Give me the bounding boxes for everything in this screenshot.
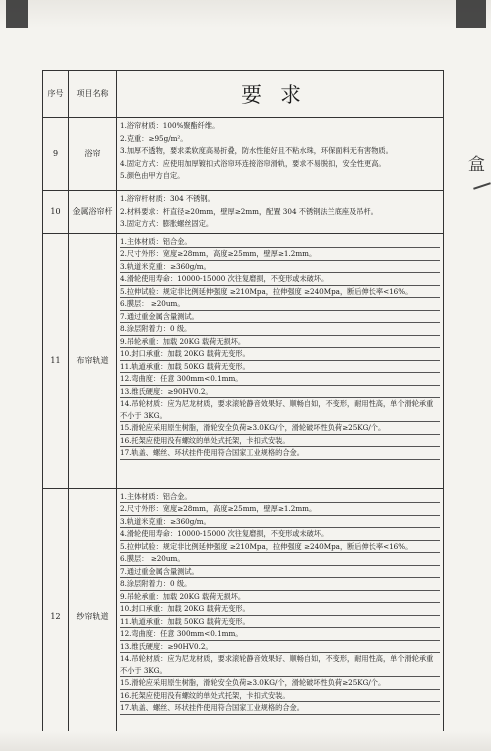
row-requirements: [117, 233, 444, 488]
table-row: [43, 488, 444, 746]
margin-stroke: [473, 182, 491, 189]
requirement-line: 6.膜层： ≥20um。: [120, 553, 440, 566]
requirement-line: 17.轨盖、螺丝、环状挂件使用符合国家工业规格的合金。: [120, 447, 440, 460]
requirement-line: 15.滑轮应采用原生树脂，滑轮安全负荷≥3.0KG/个，滑轮破坏性负荷≥25KG/个。: [120, 422, 440, 435]
requirement-line: 10.封口承重：加载 20KG 载荷无变形。: [120, 348, 440, 361]
requirement-line: 17.轨盖、螺丝、环状挂件使用符合国家工业规格的合金。: [120, 702, 440, 715]
requirement-line: 3.轨道米克重：≥360g/m。: [120, 516, 440, 529]
requirement-line: 2.克重：≥95g/m²。: [120, 133, 188, 143]
scan-edge-mark: [6, 0, 28, 28]
table-row: [43, 118, 444, 191]
requirement-line: 15.滑轮应采用原生树脂，滑轮安全负荷≥3.0KG/个，滑轮破坏性负荷≥25KG/个。: [120, 677, 440, 690]
requirement-line: 1.浴帘材质：100%聚酯纤维。: [120, 121, 220, 130]
requirement-line: 8.涂层附着力：0 级。: [120, 578, 440, 591]
row-item-name: 金属浴帘杆: [69, 191, 117, 234]
requirement-line: 1.浴帘杆材质：304 不锈钢。: [120, 194, 215, 203]
header-requirements: 要求: [117, 71, 444, 118]
row-requirements: [117, 191, 444, 234]
row-item-name: 布帘轨道: [69, 233, 117, 488]
requirement-line: 3.加厚不透物，要求柔软度高易折叠，防水性能好且不粘水珠，环保面料无有害物质。: [120, 146, 393, 155]
requirement-line: 7.通过重金属含量测试。: [120, 311, 440, 324]
requirement-line: 1.主体材质：铝合金。: [120, 236, 440, 249]
scan-edge-mark: [456, 0, 486, 28]
row-number: 12: [43, 488, 69, 746]
page-bottom-edge: [0, 731, 491, 751]
table-row: [43, 233, 444, 488]
requirement-line: 3.轨道米克重：≥360g/m。: [120, 261, 440, 274]
requirement-line: 13.维氏硬度：≥90HV0.2。: [120, 641, 440, 654]
requirement-line: 2.尺寸外形：宽度≥28mm，高度≥25mm，壁厚≥1.2mm。: [120, 503, 440, 516]
row-requirements: [117, 488, 444, 746]
requirement-line: 4.滑轮使用寿命：10000-15000 次往复磨损，不变形或未破坏。: [120, 273, 440, 286]
row-number: 11: [43, 233, 69, 488]
requirement-line: 12.弯曲度：任意 300mm<0.1mm。: [120, 373, 440, 386]
requirement-line: 8.涂层附着力：0 级。: [120, 323, 440, 336]
requirement-line: 12.弯曲度：任意 300mm<0.1mm。: [120, 628, 440, 641]
requirement-line: 10.封口承重：加载 20KG 载荷无变形。: [120, 603, 440, 616]
page-top-edge: [0, 0, 491, 28]
requirement-line: 6.膜层： ≥20um。: [120, 298, 440, 311]
row-item-name: 浴帘: [69, 118, 117, 191]
row-number: 10: [43, 191, 69, 234]
header-item-name: 项目名称: [69, 71, 117, 118]
table-header-row: [43, 71, 444, 118]
requirement-line: 13.维氏硬度：≥90HV0.2。: [120, 386, 440, 399]
requirement-line: 3.固定方式：膨胀螺丝固定。: [120, 219, 214, 228]
table-row: [43, 191, 444, 234]
requirement-line: 5.拉伸试验：规定非比例延伸强度 ≥210Mpa，拉伸强度 ≥240Mpa，断后伸长率<16%。: [120, 541, 440, 554]
requirement-line: 2.材料要求：杆直径≥20mm，壁厚≥2mm，配置 304 不锈钢法兰底座及吊杆。: [120, 206, 378, 216]
requirement-line: 5.颜色由甲方自定。: [120, 171, 185, 180]
row-requirements: [117, 118, 444, 191]
row-item-name: 纱帘轨道: [69, 488, 117, 746]
requirement-line: 11.轨道承重：加载 50KG 载荷无变形。: [120, 616, 440, 629]
requirement-line: 14.吊轮材质：应为尼龙材质，要求滚轮静音效果好、顺畅自如，不变形，耐用性高，单个滑轮承重不小于 3KG。: [120, 653, 440, 677]
requirement-line: 5.拉伸试验：规定非比例延伸强度 ≥210Mpa，拉伸强度 ≥240Mpa，断后伸长率<16%。: [120, 286, 440, 299]
requirement-line: 4.滑轮使用寿命：10000-15000 次往复磨损，不变形或未破坏。: [120, 528, 440, 541]
requirement-line: 9.吊轮承重：加载 20KG 载荷无损坏。: [120, 336, 440, 349]
requirements-table: [42, 70, 444, 747]
requirement-line: 16.托架应使用没有螺纹的单处式托架，卡扣式安装。: [120, 690, 440, 703]
requirement-line: 7.通过重金属含量测试。: [120, 566, 440, 579]
requirement-line: 1.主体材质：铝合金。: [120, 491, 440, 504]
requirement-line: 14.吊轮材质：应为尼龙材质，要求滚轮静音效果好、顺畅自如，不变形，耐用性高，单个滑轮承重不小于 3KG。: [120, 398, 440, 422]
requirement-line: 9.吊轮承重：加载 20KG 载荷无损坏。: [120, 591, 440, 604]
requirement-line: 11.轨道承重：加载 50KG 载荷无变形。: [120, 361, 440, 374]
margin-scribble: 盒: [468, 155, 485, 175]
row-number: 9: [43, 118, 69, 191]
requirement-line: 2.尺寸外形：宽度≥28mm，高度≥25mm，壁厚≥1.2mm。: [120, 248, 440, 261]
requirement-line: 4.固定方式：应使用加厚镀扣式浴帘环连接浴帘滑轨，要求不易脱扣，安全性更高。: [120, 158, 386, 168]
header-seq: 序号: [43, 71, 69, 118]
requirement-line: 16.托架应使用没有螺纹的单处式托架，卡扣式安装。: [120, 435, 440, 448]
